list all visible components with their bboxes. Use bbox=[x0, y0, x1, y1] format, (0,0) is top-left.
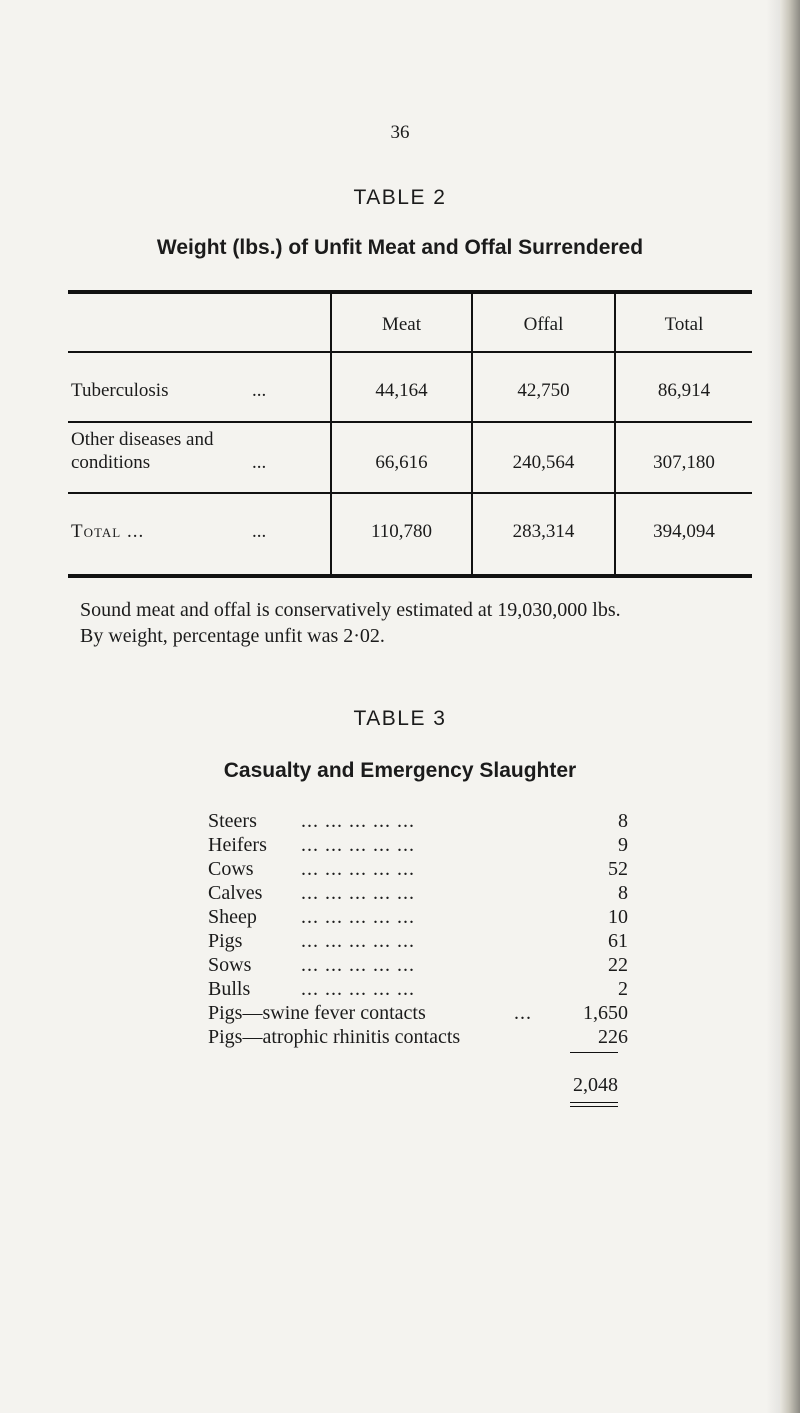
table3-sum-rule bbox=[570, 1052, 618, 1053]
table3-row-value: 52 bbox=[608, 858, 628, 880]
table3-subtitle: Casualty and Emergency Slaughter bbox=[223, 759, 577, 782]
table3-double-rule bbox=[570, 1102, 618, 1103]
table3-row-value: 9 bbox=[618, 834, 628, 856]
table3-row bbox=[208, 809, 628, 833]
table3-row bbox=[208, 1025, 628, 1049]
table3-row-dots: ... ... ... ... ... bbox=[301, 978, 415, 1000]
table2-cell-meat: 44,164 bbox=[375, 380, 428, 401]
table3-row bbox=[208, 929, 628, 953]
table3-row bbox=[208, 857, 628, 881]
page-number: 36 bbox=[390, 122, 410, 143]
table2-row-rule bbox=[68, 421, 752, 423]
table2-row-label: Tuberculosis bbox=[71, 380, 169, 401]
table3-total: 2,048 bbox=[573, 1074, 618, 1096]
table2-bottom-rule bbox=[68, 574, 752, 578]
table2-note: Sound meat and offal is conservatively estimated at 19,030,000 lbs. bbox=[80, 599, 621, 621]
table3-row bbox=[208, 953, 628, 977]
table3-row-label: Sheep bbox=[208, 906, 257, 928]
table3-row-label: Heifers bbox=[208, 834, 267, 856]
table3-row bbox=[208, 833, 628, 857]
table2-row-dots: ... bbox=[252, 380, 267, 401]
table3-row-value: 1,650 bbox=[583, 1002, 628, 1024]
table2-row-rule bbox=[68, 492, 752, 494]
table2-row-label: Other diseases and bbox=[71, 429, 214, 450]
table3-row-dots: ... ... ... ... ... bbox=[301, 930, 415, 952]
table3-row bbox=[208, 905, 628, 929]
table3-row-dots: ... ... ... ... ... bbox=[301, 906, 415, 928]
table2-subtitle: Weight (lbs.) of Unfit Meat and Offal Surrendered bbox=[156, 236, 644, 259]
table2-cell-total: 394,094 bbox=[653, 521, 715, 542]
table2-top-rule bbox=[68, 290, 752, 294]
table2-header-offal: Offal bbox=[523, 314, 564, 335]
table2-cell-offal: 42,750 bbox=[517, 380, 570, 401]
table3-row-dots: ... ... ... ... ... bbox=[301, 810, 415, 832]
table3-row-label: Sows bbox=[208, 954, 252, 976]
table3-row-value: 61 bbox=[608, 930, 628, 952]
table2-cell-meat: 66,616 bbox=[375, 452, 428, 473]
table2-cell-offal: 240,564 bbox=[512, 452, 575, 473]
table2-cell-total: 307,180 bbox=[653, 452, 715, 473]
table3-row-dots: ... bbox=[514, 1002, 532, 1024]
table3-double-rule bbox=[570, 1106, 618, 1107]
table2-title: TABLE 2 bbox=[353, 186, 447, 209]
table3-row-dots: ... ... ... ... ... bbox=[301, 882, 415, 904]
table2-header-rule bbox=[68, 351, 752, 353]
table2-row-dots: ... bbox=[252, 452, 267, 473]
table3-row-label: Bulls bbox=[208, 978, 251, 1000]
table3-row bbox=[208, 1001, 628, 1025]
table3-row bbox=[208, 881, 628, 905]
table2-row-label: Total ... bbox=[71, 521, 145, 542]
table2-header-meat: Meat bbox=[381, 314, 422, 335]
table3-row-value: 2 bbox=[618, 978, 628, 1000]
table3-row-dots: ... ... ... ... ... bbox=[301, 858, 415, 880]
table2-row-label-line2: conditions bbox=[71, 452, 151, 473]
table3-row-dots: ... ... ... ... ... bbox=[301, 834, 415, 856]
table3-row-label: Pigs—swine fever contacts bbox=[208, 1002, 426, 1024]
table3-row-value: 226 bbox=[598, 1026, 628, 1048]
table2-cell-meat: 110,780 bbox=[370, 521, 433, 542]
table3-title: TABLE 3 bbox=[353, 707, 447, 730]
table3-row-label: Cows bbox=[208, 858, 254, 880]
table2-header-total: Total bbox=[664, 314, 704, 335]
table3-row-value: 22 bbox=[608, 954, 628, 976]
table3-row-value: 8 bbox=[618, 810, 628, 832]
table3-row-label: Calves bbox=[208, 882, 263, 904]
table3-row-label: Pigs—atrophic rhinitis contacts bbox=[208, 1026, 461, 1048]
table2-row-dots: ... bbox=[252, 521, 267, 542]
table3-row-label: Pigs bbox=[208, 930, 243, 952]
table3-row bbox=[208, 977, 628, 1001]
table2-cell-offal: 283,314 bbox=[512, 521, 575, 542]
table3-row-value: 10 bbox=[608, 906, 628, 928]
table3-row-dots: ... ... ... ... ... bbox=[301, 954, 415, 976]
table2-cell-total: 86,914 bbox=[657, 380, 711, 401]
table2-note: By weight, percentage unfit was 2·02. bbox=[80, 625, 385, 647]
table2-grid bbox=[68, 290, 752, 576]
table3-row-label: Steers bbox=[208, 810, 257, 832]
table3-row-value: 8 bbox=[618, 882, 628, 904]
